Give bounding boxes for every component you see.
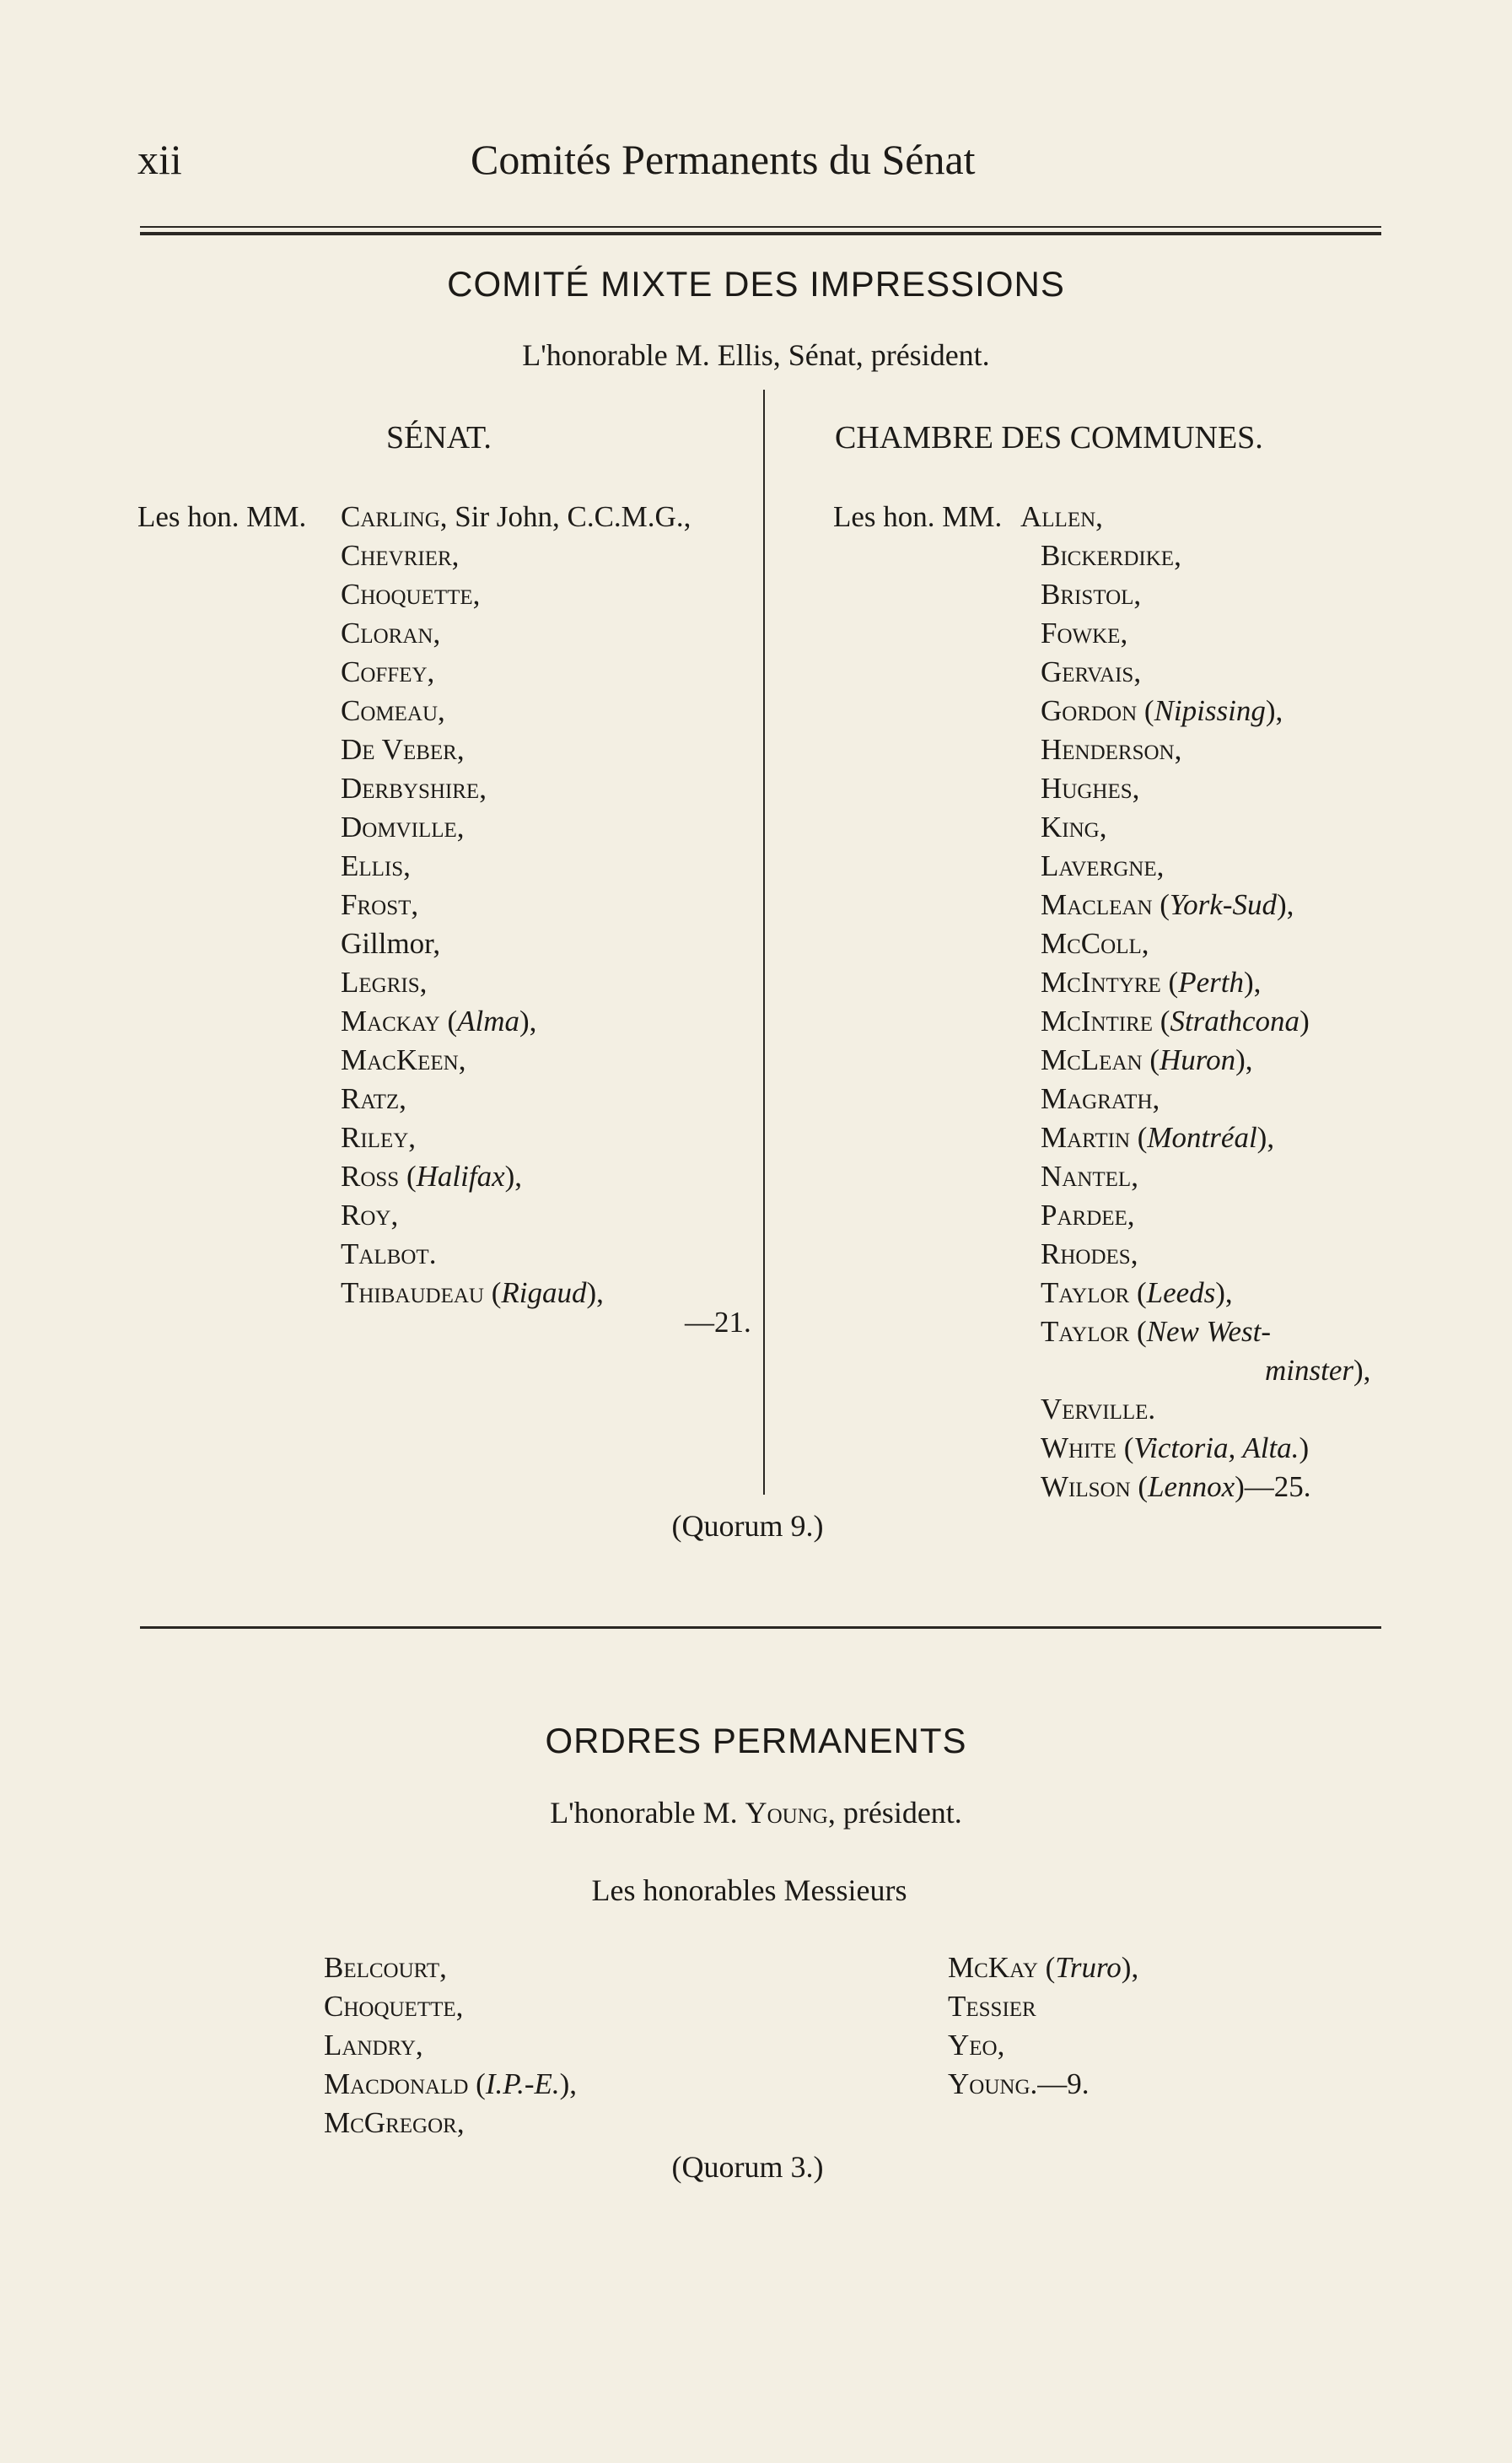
member-suffix: ,	[1099, 811, 1107, 843]
joint-committee-chair: L'honorable M. Ellis, Sénat, président.	[522, 338, 990, 372]
member-entry	[341, 1118, 691, 1157]
member-entry	[341, 653, 691, 692]
commons-heading: CHAMBRE DES COMMUNES.	[835, 420, 1263, 455]
member-suffix: ,	[458, 1043, 466, 1076]
member-entry	[324, 2026, 577, 2065]
member-name: Pardee	[1041, 1199, 1127, 1232]
member-entry	[341, 498, 691, 536]
member-suffix: ,	[399, 1082, 406, 1115]
member-entry	[341, 886, 691, 924]
member-name: McIntyre	[1041, 966, 1161, 999]
member-suffix: ,	[596, 1276, 604, 1309]
member-suffix: ,	[1131, 1951, 1139, 1984]
member-suffix: ,	[456, 2106, 465, 2139]
member-entry	[1041, 1196, 1370, 1235]
member-name: Derbyshire	[341, 772, 480, 805]
member-entry	[1041, 886, 1370, 924]
page-number: xii	[137, 136, 182, 183]
member-suffix: ,	[451, 539, 460, 572]
joint-committee-title: COMITÉ MIXTE DES IMPRESSIONS	[447, 264, 1065, 304]
member-entry	[1041, 1157, 1370, 1196]
member-name: Roy	[341, 1199, 391, 1232]
member-suffix: .	[1148, 1393, 1156, 1426]
member-suffix: ,	[1267, 1121, 1275, 1154]
member-riding: (I.P.-E.)	[468, 2067, 570, 2100]
member-name: Macdonald	[324, 2067, 469, 2100]
member-suffix: ,	[438, 694, 445, 727]
member-riding: (Truro)	[1037, 1951, 1132, 1984]
member-name: Thibaudeau	[341, 1276, 484, 1309]
member-name: De Veber	[341, 733, 457, 766]
member-entry	[341, 1274, 691, 1312]
member-entry	[1041, 1429, 1370, 1468]
member-name: Coffey	[341, 655, 428, 688]
member-entry	[1041, 1118, 1370, 1157]
section-rule	[140, 1626, 1381, 1629]
member-suffix: ,	[1133, 655, 1142, 688]
member-name: Magrath	[1041, 1082, 1153, 1115]
member-riding: (Rigaud)	[483, 1276, 597, 1309]
member-entry	[1041, 847, 1370, 886]
member-entry	[1041, 730, 1370, 769]
member-entry	[324, 1987, 577, 2026]
member-entry	[1041, 653, 1370, 692]
chair-prefix: L'honorable M.	[550, 1796, 738, 1830]
chair-suffix: , président.	[827, 1796, 962, 1830]
member-entry	[1041, 1351, 1370, 1390]
member-suffix: .	[428, 1237, 437, 1270]
member-entry	[341, 847, 691, 886]
member-name: MacKeen	[341, 1043, 459, 1076]
member-entry	[1041, 1468, 1370, 1506]
member-name: Choquette	[341, 578, 473, 611]
member-name: McKay	[948, 1951, 1038, 1984]
member-suffix: ,	[1224, 1276, 1233, 1309]
running-title: Comités Permanents du Sénat	[471, 136, 976, 183]
member-suffix: ,	[419, 966, 428, 999]
member-entry	[341, 614, 691, 653]
member-name: Ross	[341, 1160, 400, 1193]
member-name: Hughes	[1041, 772, 1133, 805]
member-suffix: ,	[1132, 772, 1140, 805]
member-name: Yeo	[948, 2029, 998, 2061]
member-name: Young	[948, 2067, 1030, 2100]
member-entry	[1041, 1041, 1370, 1080]
member-name: Legris	[341, 966, 420, 999]
member-riding: (York-Sud)	[1152, 888, 1287, 921]
member-riding: (Huron)	[1142, 1043, 1246, 1076]
member-name: Belcourt	[324, 1951, 440, 1984]
senate-total: —21.	[685, 1306, 751, 1339]
member-entry	[341, 1002, 691, 1041]
member-riding: (Lennox)	[1130, 1470, 1245, 1503]
member-suffix: ,	[411, 888, 419, 921]
senate-member-list	[341, 498, 691, 1312]
member-entry	[948, 1948, 1138, 1987]
member-riding: (Nipissing)	[1137, 694, 1276, 727]
member-name: Bristol	[1041, 578, 1134, 611]
member-entry	[324, 1948, 577, 1987]
member-suffix: ,	[1156, 849, 1165, 882]
member-name: Talbot	[341, 1237, 429, 1270]
member-name: McIntire	[1041, 1005, 1154, 1037]
commons-member-list	[1020, 498, 1371, 1506]
member-suffix: ,	[1174, 539, 1181, 572]
member-suffix: ,	[1245, 1043, 1253, 1076]
member-entry	[341, 692, 691, 730]
member-entry	[1041, 1274, 1370, 1312]
member-name: Frost	[341, 888, 412, 921]
member-suffix: ,	[455, 1990, 464, 2023]
member-name: McGregor	[324, 2106, 457, 2139]
header-rule-bottom	[140, 232, 1381, 235]
standing-orders-chair	[0, 1795, 1512, 1830]
member-riding: (Victoria, Alta.)	[1116, 1431, 1310, 1464]
header-rule-top	[140, 226, 1381, 228]
member-suffix: .—9.	[1030, 2067, 1090, 2100]
member-entry	[341, 1157, 691, 1196]
member-riding: (New West-	[1129, 1315, 1272, 1348]
member-entry	[341, 1080, 691, 1118]
member-entry	[1041, 1390, 1370, 1429]
member-suffix: ,	[415, 2029, 423, 2061]
member-entry	[1041, 1235, 1370, 1274]
member-riding: (Strathcona)	[1153, 1005, 1310, 1037]
member-suffix: ,	[390, 1199, 399, 1232]
member-name: Chevrier	[341, 539, 452, 572]
member-entry	[1041, 575, 1370, 614]
member-name: Lavergne	[1041, 849, 1157, 882]
member-suffix: Gillmor,	[341, 927, 441, 960]
member-name: Gordon	[1041, 694, 1138, 727]
member-suffix: ,	[569, 2067, 578, 2100]
member-name: Ratz	[341, 1082, 400, 1115]
joint-committee-quorum: (Quorum 9.)	[671, 1509, 824, 1543]
member-name: Martin	[1041, 1121, 1130, 1154]
member-name: Wilson	[1041, 1470, 1131, 1503]
chair-name: Young	[745, 1796, 828, 1830]
member-suffix: ,	[1130, 1237, 1138, 1270]
member-entry	[341, 924, 691, 963]
standing-orders-title: ORDRES PERMANENTS	[545, 1721, 967, 1760]
member-suffix: ,	[1133, 578, 1142, 611]
member-entry	[341, 769, 691, 808]
member-entry	[1041, 808, 1370, 847]
member-suffix: ,	[1120, 617, 1128, 649]
member-suffix: ,	[1152, 1082, 1160, 1115]
member-entry	[324, 2065, 577, 2104]
member-name: Allen	[1020, 500, 1096, 533]
member-suffix: ,	[1095, 500, 1103, 533]
member-suffix: ,	[529, 1005, 537, 1037]
member-name: Maclean	[1041, 888, 1153, 921]
member-name: King	[1041, 811, 1100, 843]
member-name: McColl	[1041, 927, 1142, 960]
member-name: Choquette	[324, 1990, 456, 2023]
member-entry	[341, 575, 691, 614]
member-entry	[1041, 924, 1370, 963]
member-name: Fowke	[1041, 617, 1121, 649]
member-name: Tessier	[948, 1990, 1036, 2023]
member-entry	[1041, 1080, 1370, 1118]
member-suffix: ,	[456, 811, 465, 843]
member-suffix: ,	[1174, 733, 1182, 766]
member-riding: (Halifax)	[399, 1160, 515, 1193]
member-name: Cloran	[341, 617, 433, 649]
member-suffix: —25.	[1244, 1470, 1311, 1503]
column-divider	[763, 390, 765, 1495]
senate-heading: SÉNAT.	[386, 420, 492, 455]
standing-orders-left-list	[324, 1948, 577, 2142]
member-suffix: ,	[1275, 694, 1283, 727]
member-name: Henderson	[1041, 733, 1175, 766]
member-name: Landry	[324, 2029, 416, 2061]
member-entry	[341, 808, 691, 847]
member-entry	[341, 963, 691, 1002]
member-entry	[341, 1235, 691, 1274]
member-riding: (Alma)	[439, 1005, 530, 1037]
member-name: Rhodes	[1041, 1237, 1131, 1270]
member-name: Mackay	[341, 1005, 440, 1037]
member-entry	[1041, 614, 1370, 653]
member-entry	[341, 730, 691, 769]
member-name: Comeau	[341, 694, 439, 727]
member-suffix: ,	[997, 2029, 1005, 2061]
member-name: Taylor	[1041, 1276, 1130, 1309]
member-suffix: ,	[472, 578, 481, 611]
member-suffix: ,	[1286, 888, 1294, 921]
member-suffix: ,	[427, 655, 435, 688]
senate-prefix: Les hon. MM.	[137, 500, 307, 533]
member-name: Nantel	[1041, 1160, 1132, 1193]
standing-orders-quorum: (Quorum 3.)	[671, 2150, 824, 2184]
member-suffix: ,	[514, 1160, 523, 1193]
member-suffix: ,	[1141, 927, 1149, 960]
member-entry	[1041, 536, 1370, 575]
member-suffix: ,	[439, 1951, 447, 1984]
member-riding: (Montréal)	[1130, 1121, 1267, 1154]
member-entry	[1041, 963, 1370, 1002]
member-suffix: ,	[1253, 966, 1262, 999]
member-suffix: ,	[1131, 1160, 1138, 1193]
member-name: Gervais	[1041, 655, 1134, 688]
member-suffix: ,	[408, 1121, 417, 1154]
member-entry	[948, 2065, 1138, 2104]
member-suffix: ,	[479, 772, 487, 805]
member-name: Taylor	[1041, 1315, 1130, 1348]
member-name: Verville	[1041, 1393, 1149, 1426]
member-entry	[341, 1196, 691, 1235]
member-riding-continued: minster	[1265, 1354, 1353, 1387]
standing-orders-right-list	[948, 1948, 1138, 2104]
member-suffix: ,	[403, 849, 411, 882]
member-name: Bickerdike	[1041, 539, 1175, 572]
member-name: White	[1041, 1431, 1117, 1464]
member-entry	[341, 536, 691, 575]
member-suffix: ,	[456, 733, 465, 766]
member-entry	[948, 1987, 1138, 2026]
member-name: Carling	[341, 500, 440, 533]
member-suffix: , Sir John, C.C.M.G.,	[439, 500, 691, 533]
member-entry	[1041, 769, 1370, 808]
member-entry	[341, 1041, 691, 1080]
member-riding: (Perth)	[1160, 966, 1254, 999]
member-suffix: ),	[1353, 1354, 1371, 1387]
member-entry	[1041, 1312, 1370, 1351]
member-entry	[1041, 1002, 1370, 1041]
member-name: McLean	[1041, 1043, 1143, 1076]
standing-orders-intro: Les honorables Messieurs	[591, 1873, 907, 1907]
member-suffix: ,	[1127, 1199, 1135, 1232]
member-entry	[324, 2104, 577, 2142]
commons-prefix: Les hon. MM.	[833, 500, 1003, 533]
member-entry	[1020, 498, 1370, 536]
member-entry	[1041, 692, 1370, 730]
member-name: Riley	[341, 1121, 409, 1154]
member-entry	[948, 2026, 1138, 2065]
member-name: Domville	[341, 811, 457, 843]
member-riding: (Leeds)	[1129, 1276, 1225, 1309]
member-suffix: ,	[433, 617, 441, 649]
member-name: Ellis	[341, 849, 404, 882]
